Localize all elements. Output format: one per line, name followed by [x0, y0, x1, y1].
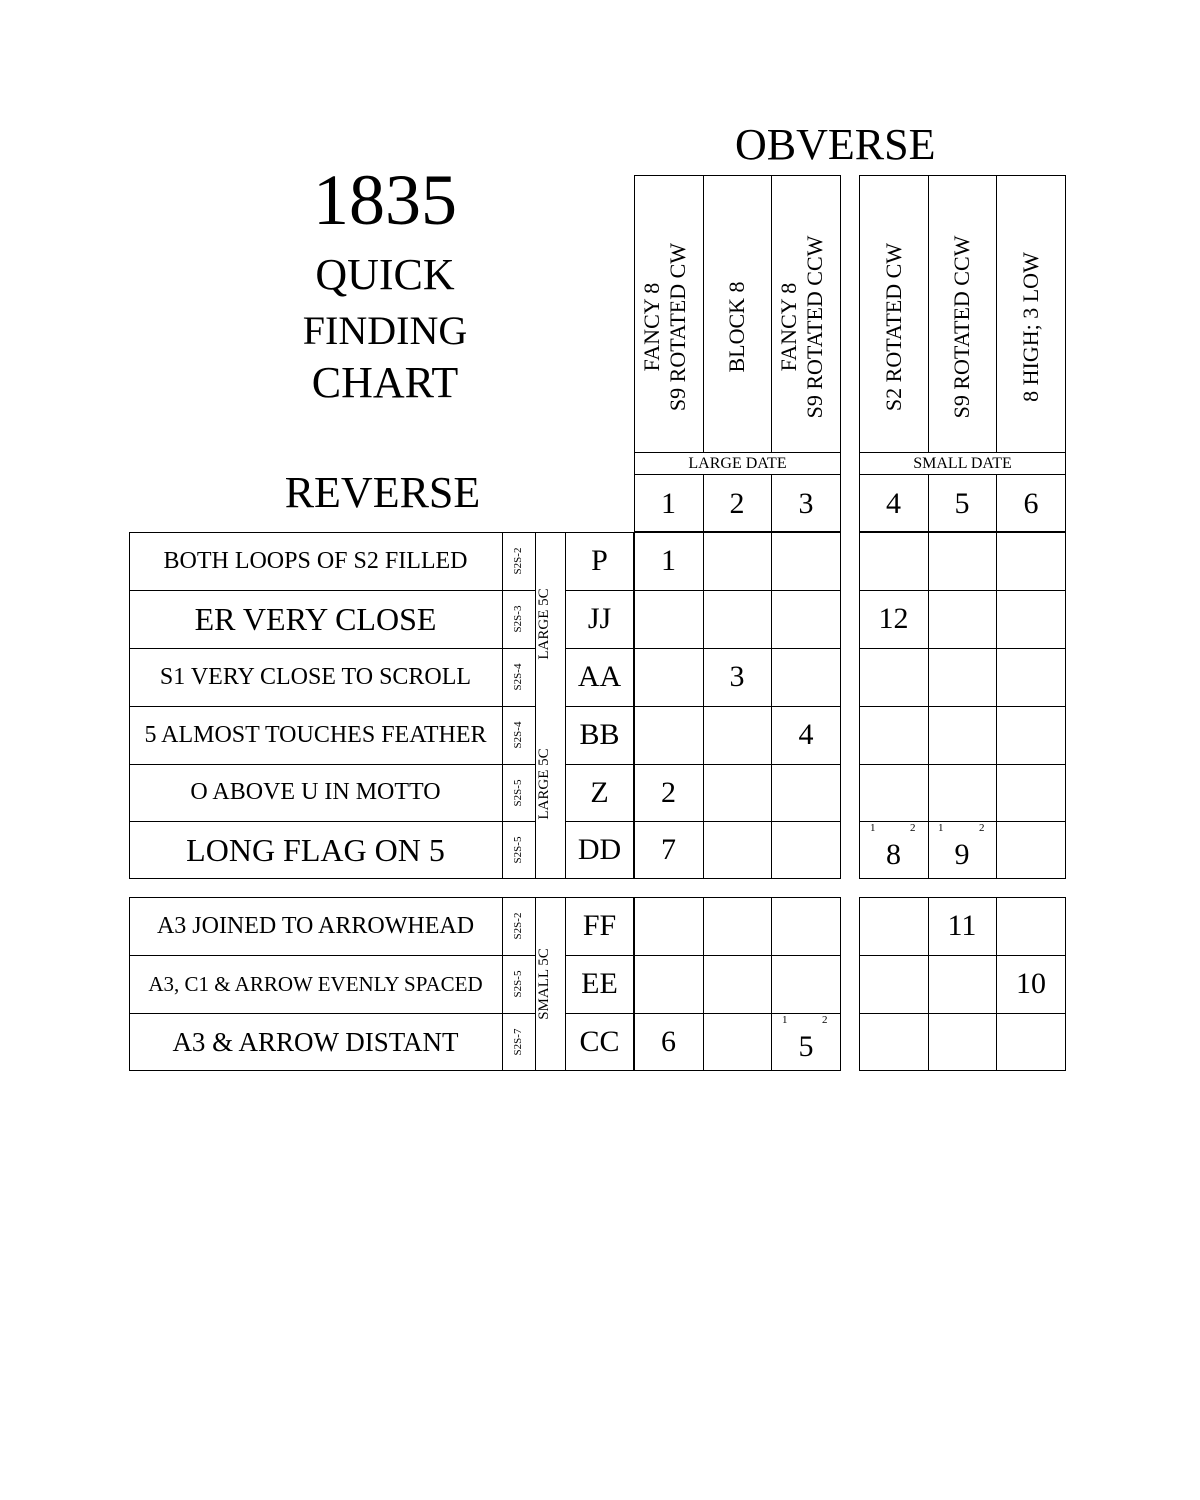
superscript: 2 [822, 1014, 828, 1026]
header-divider [996, 175, 997, 453]
row-line [859, 1013, 1066, 1014]
grid-cell: 3 [729, 660, 745, 693]
row-variety: S2S-2 [512, 547, 524, 575]
header-divider [928, 175, 929, 453]
obverse-col-5-label: S9 ROTATED CCW [949, 235, 974, 419]
row-variety: S2S-5 [512, 970, 524, 998]
superscript: 1 [938, 822, 944, 834]
obverse-col-4-number: 4 [886, 487, 901, 520]
obverse-col-6-label: 8 HIGH; 3 LOW [1018, 252, 1043, 402]
obverse-heading: OBVERSE [735, 120, 936, 169]
grid-cell: 11 [947, 909, 977, 942]
row-code: EE [581, 967, 618, 1000]
row-variety: S2S-5 [512, 779, 524, 807]
grid-line [502, 897, 503, 1071]
row-code: P [591, 544, 608, 577]
row-variety: S2S-2 [512, 912, 524, 940]
row-line [859, 706, 1066, 707]
obverse-col-1-number: 1 [661, 487, 676, 520]
small-date-label: SMALL DATE [913, 454, 1012, 472]
row-description: A3 & ARROW DISTANT [172, 1026, 459, 1057]
superscript: 1 [782, 1014, 788, 1026]
title-quick: QUICK [315, 250, 455, 299]
row-description: A3 JOINED TO ARROWHEAD [156, 912, 475, 939]
header-divider [771, 175, 772, 453]
row-description: BOTH LOOPS OF S2 FILLED [163, 547, 468, 574]
row-line [859, 821, 1066, 822]
row-variety: S2S-4 [512, 721, 524, 749]
row-code: AA [577, 660, 622, 693]
reverse-heading: REVERSE [284, 468, 481, 517]
grid-cell: 12 [878, 602, 909, 635]
grid-cell: 6 [661, 1025, 676, 1058]
row-code: DD [577, 833, 622, 866]
grid-line [703, 897, 704, 1071]
row-code: Z [590, 775, 609, 809]
grid-cell: 8 [886, 838, 901, 871]
row-code: CC [579, 1025, 620, 1058]
row-variety: S2S-5 [512, 836, 524, 864]
obverse-col-3-number: 3 [798, 487, 814, 520]
large-date-label: LARGE DATE [688, 454, 787, 472]
grid-cell: 4 [798, 718, 814, 751]
grid-cell: 1 [661, 544, 676, 577]
grid-cell: 5 [798, 1030, 814, 1063]
superscript: 2 [979, 822, 985, 834]
row-description: S1 VERY CLOSE TO SCROLL [159, 663, 472, 690]
obverse-col-6-number: 6 [1023, 487, 1039, 520]
row-code: FF [582, 909, 617, 942]
large-5c-label-a: LARGE 5C [536, 588, 552, 660]
row-line [859, 764, 1066, 765]
obverse-col-2-number: 2 [729, 487, 745, 520]
row-code: BB [579, 718, 620, 751]
row-variety: S2S-4 [512, 663, 524, 691]
row-description: 5 ALMOST TOUCHES FEATHER [144, 721, 487, 748]
grid-cell: 2 [661, 775, 676, 809]
grid-cell: 10 [1016, 967, 1046, 1000]
chart-year: 1835 [313, 160, 457, 240]
title-chart: CHART [311, 358, 459, 407]
grid-cell: 9 [954, 838, 970, 871]
grid-cell: 7 [661, 833, 676, 866]
superscript: 1 [870, 822, 876, 834]
row-description: ER VERY CLOSE [194, 600, 437, 637]
header-divider [703, 175, 704, 453]
row-variety: S2S-3 [512, 605, 524, 633]
header-rule [634, 474, 841, 475]
obverse-col-5-number: 5 [954, 487, 970, 520]
row-code: JJ [587, 602, 612, 635]
obverse-col-1-label: FANCY 8 S9 ROTATED CW [639, 242, 690, 412]
row-line [859, 648, 1066, 649]
header-rule [859, 474, 1066, 475]
large-5c-label-b: LARGE 5C [536, 748, 552, 820]
row-description: O ABOVE U IN MOTTO [190, 779, 441, 805]
row-description: LONG FLAG ON 5 [186, 831, 445, 868]
row-description: A3, C1 & ARROW EVENLY SPACED [148, 971, 483, 996]
obverse-col-2-label: BLOCK 8 [724, 281, 749, 373]
title-finding: FINDING [302, 308, 468, 353]
obverse-col-4-label: S2 ROTATED CW [881, 242, 906, 412]
superscript: 2 [910, 822, 916, 834]
obverse-col-3-label: FANCY 8 S9 ROTATED CCW [776, 235, 827, 419]
row-variety: S2S-7 [512, 1028, 524, 1056]
small-5c-label: SMALL 5C [536, 948, 552, 1020]
